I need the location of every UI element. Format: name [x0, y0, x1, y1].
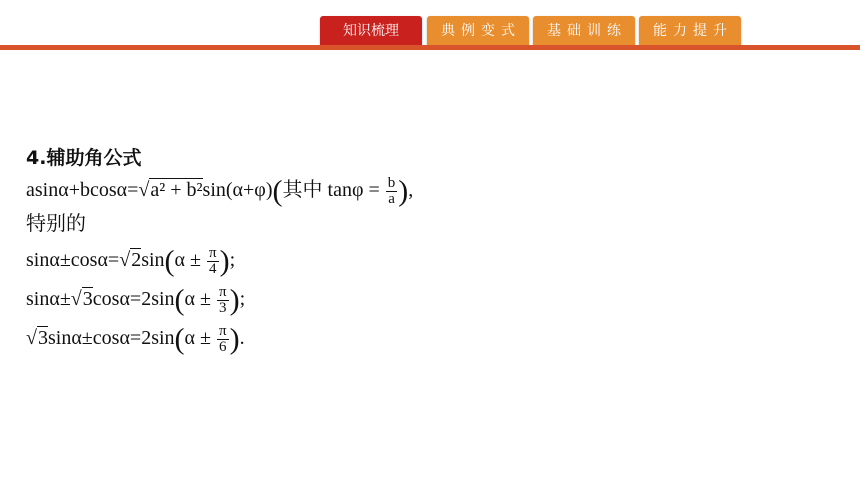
formula-main-left: asinα+bcosα=: [26, 179, 139, 202]
formula-main-right: sin(α+φ): [202, 179, 273, 202]
tab-ability-improvement[interactable]: 能力提升: [639, 16, 741, 46]
sqrt-2: √2: [119, 249, 142, 272]
tab-knowledge-review[interactable]: 知识梳理: [320, 16, 422, 46]
fraction-b-over-a: $\frac{b}{a}$: [387, 175, 396, 207]
header-rule: [0, 45, 860, 50]
formula-3: √3sinα±cosα=2sin(α ± $\frac{\pi}{6}$ ).: [26, 322, 245, 356]
fraction-pi-over-6: $\frac{\pi}{6}$: [219, 323, 227, 355]
fraction-pi-over-4: $\frac{\pi}{4}$: [209, 245, 217, 277]
special-label: 特别的: [26, 213, 86, 235]
fraction-pi-over-3: $\frac{\pi}{3}$: [219, 284, 227, 316]
sqrt-a2b2: √a² + b²: [138, 179, 203, 202]
formula-2: sinα±√3cosα=2sin(α ± $\frac{\pi}{3}$ );: [26, 283, 246, 317]
formula-1: sinα±cosα=√2sin(α ± $\frac{\pi}{4}$ );: [26, 244, 236, 278]
tab-basic-training[interactable]: 基础训练: [533, 16, 635, 46]
section-heading: 4.辅助角公式: [26, 147, 142, 169]
formula-main-note: 其中 tanφ =: [282, 179, 380, 202]
sqrt-3: √3: [70, 288, 93, 311]
tab-examples[interactable]: 典例变式: [427, 16, 529, 46]
formula-main: asinα+bcosα=√a² + b²sin(α+φ)(其中 tanφ = $\frac{b}{a}$ ),: [26, 174, 414, 208]
sqrt-3-lead: √3: [26, 327, 48, 350]
